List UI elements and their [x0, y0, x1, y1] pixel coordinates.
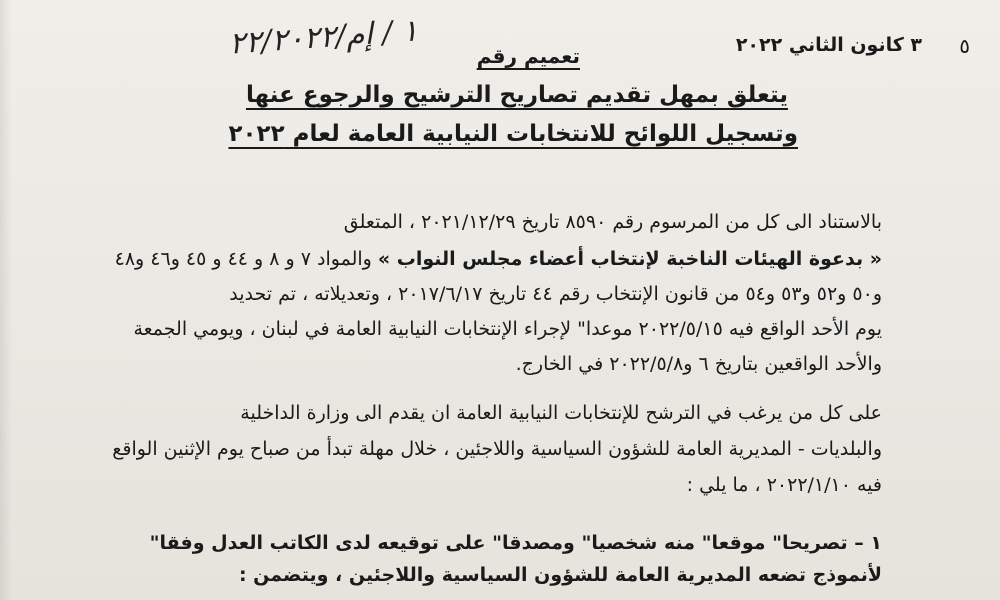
body-line: بالاستناد الى كل من المرسوم رقم ٨٥٩٠ تاريخ ٢٠٢١/١٢/٢٩ ، المتعلق [343, 211, 882, 233]
body-line: والبلديات - المديرية العامة للشؤون السياسية واللاجئين ، خلال مهلة تبدأ من صباح يوم الإثنين الواقع [112, 438, 882, 460]
body-line: و٥٠ و٥٢ و٥٣ و٥٤ من قانون الإنتخاب رقم ٤٤ تاريخ ٢٠١٧/٦/١٧ ، وتعديلاته ، تم تحديد [229, 283, 882, 305]
body-line [115, 250, 882, 269]
body-line: والأحد الواقعين بتاريخ ٦ و٢٠٢٢/٥/٨ في الخارج. [515, 353, 882, 375]
handwritten-circular-number: ١ / إم/٢٢/٢٠٢٢ [227, 13, 419, 62]
page-number: ٥ [959, 34, 970, 58]
body-line: فيه ٢٠٢٢/١/١٠ ، ما يلي : [686, 474, 882, 496]
list-item-1-line-1: ١ – تصريحا" موقعا" منه شخصيا" ومصدقا" على توقيعه لدى الكاتب العدل وفقا" [149, 532, 882, 554]
document-date: ٣ كانون الثاني ٢٠٢٢ [735, 34, 922, 56]
page-edge-shadow [0, 0, 12, 600]
circular-label: تعميم رقم [476, 44, 580, 68]
decree-subject-quote: « بدعوة الهيئات الناخبة لإنتخاب أعضاء مجلس النواب » [377, 248, 882, 270]
body-line-continuation: والمواد ٧ و ٨ و ٤٤ و ٤٥ و٤٦ و٤٨ [114, 248, 378, 270]
document-title-line-2: وتسجيل اللوائح للانتخابات النيابية العامة لعام ٢٠٢٢ [228, 121, 798, 147]
body-line: على كل من يرغب في الترشح للإنتخابات النيابية العامة ان يقدم الى وزارة الداخلية [240, 402, 882, 424]
document-title-line-1: يتعلق بمهل تقديم تصاريح الترشيح والرجوع عنها [245, 82, 788, 108]
list-item-1-line-2: لأنموذج تضعه المديرية العامة للشؤون السياسية واللاجئين ، ويتضمن : [238, 564, 882, 586]
body-line: يوم الأحد الواقع فيه ٢٠٢٢/٥/١٥ موعدا" لإجراء الإنتخابات النيابية العامة في لبنان ، ويومي الجمعة [133, 318, 882, 340]
